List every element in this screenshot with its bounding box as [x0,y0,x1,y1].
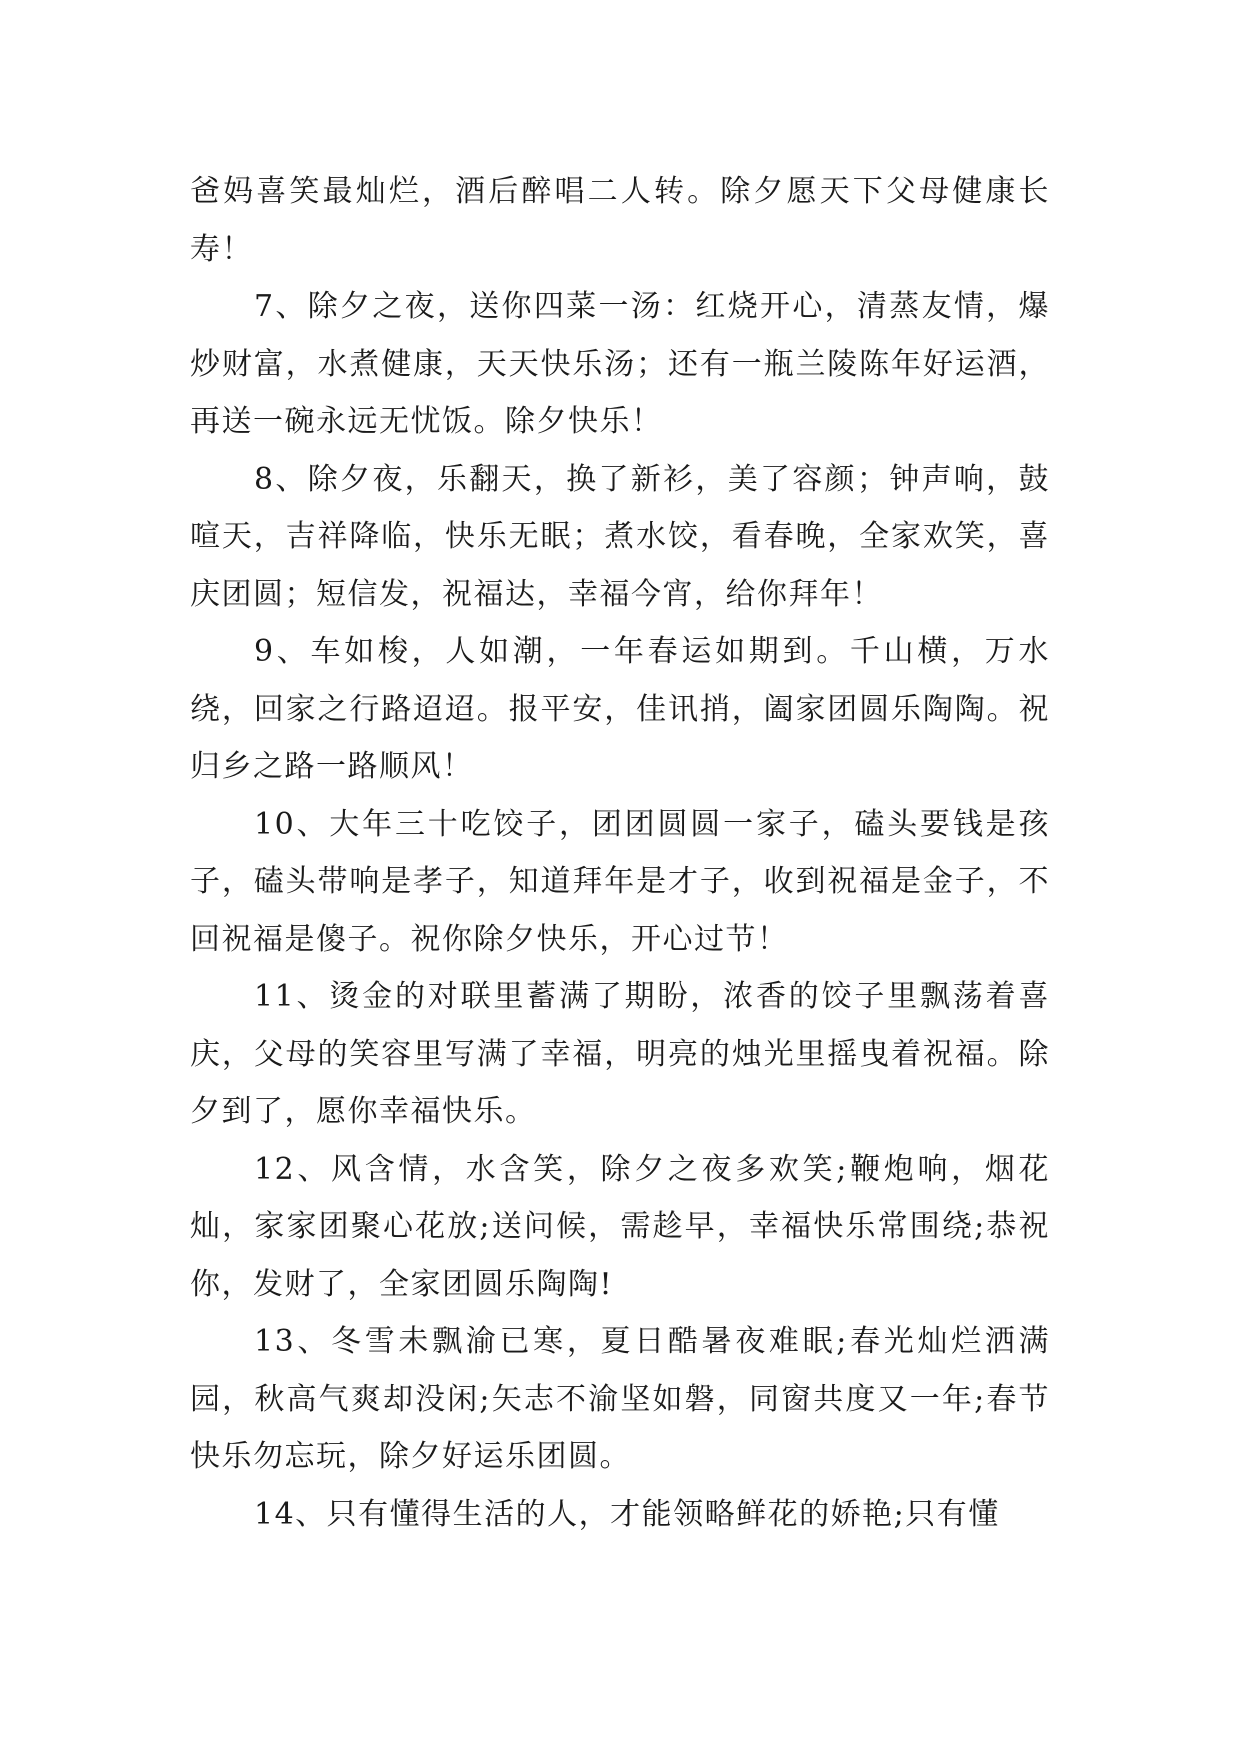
paragraph: 爸妈喜笑最灿烂，酒后醉唱二人转。除夕愿天下父母健康长寿！ [190,174,1050,267]
paragraph: 11、烫金的对联里蓄满了期盼，浓香的饺子里飘荡着喜庆，父母的笑容里写满了幸福，明亮的烛光里摇曳着祝福。除夕到了，愿你幸福快乐。 [190,979,1050,1129]
paragraph: 14、只有懂得生活的人，才能领略鲜花的娇艳;只有懂 [254,1496,1000,1532]
paragraph: 8、除夕夜，乐翻天，换了新衫，美了容颜；钟声响，鼓喧天，吉祥降临，快乐无眠；煮水饺，看春晚，全家欢笑，喜庆团圆；短信发，祝福达，幸福今宵，给你拜年！ [190,461,1050,612]
paragraph: 12、风含情，水含笑，除夕之夜多欢笑;鞭炮响，烟花灿，家家团聚心花放;送问候，需趁早，幸福快乐常围绕;恭祝你，发财了，全家团圆乐陶陶! [190,1151,1050,1302]
paragraph: 13、冬雪未飘渝已寒，夏日酷暑夜难眠;春光灿烂洒满园，秋高气爽却没闲;矢志不渝坚如磐，同窗共度又一年;春节快乐勿忘玩，除夕好运乐团圆。 [190,1324,1050,1474]
paragraph: 10、大年三十吃饺子，团团圆圆一家子，磕头要钱是孩子，磕头带响是孝子，知道拜年是才子，收到祝福是金子，不回祝福是傻子。祝你除夕快乐，开心过节！ [190,806,1050,957]
paragraph: 9、车如梭，人如潮，一年春运如期到。千山横，万水绕，回家之行路迢迢。报平安，佳讯捎，阖家团圆乐陶陶。祝归乡之路一路顺风！ [190,634,1050,784]
document-body [190,163,1050,1543]
paragraph: 7、除夕之夜，送你四菜一汤：红烧开心，清蒸友情，爆炒财富，水煮健康，天天快乐汤；还有一瓶兰陵陈年好运酒，再送一碗永远无忧饭。除夕快乐！ [190,289,1050,439]
